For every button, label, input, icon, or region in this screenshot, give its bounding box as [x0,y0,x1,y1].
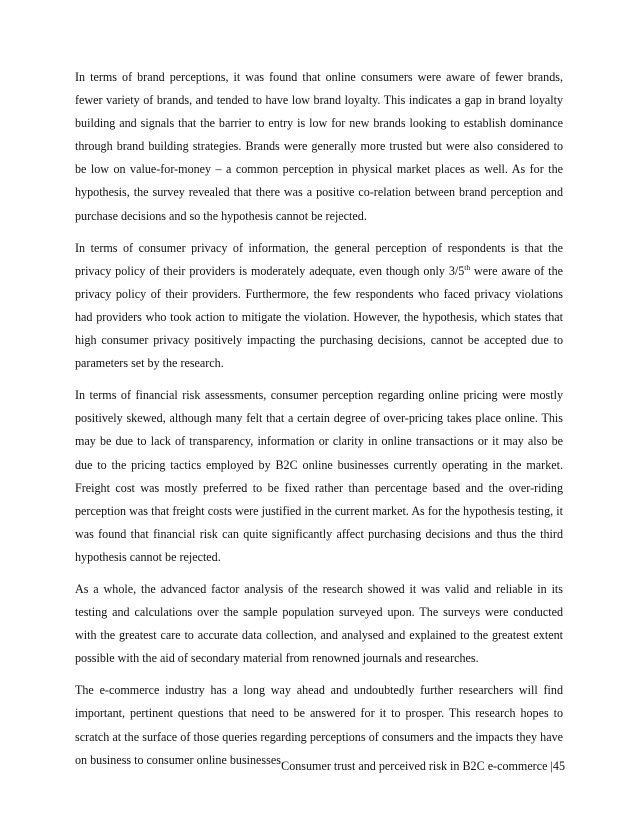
footer-separator: | [550,759,553,773]
running-title: Consumer trust and perceived risk in B2C e-commerce [281,759,548,773]
ordinal-superscript: th [464,262,471,272]
paragraph-financial-risk: In terms of financial risk assessments, consumer perception regarding online pricing were mostly positively skewed, although many felt that a certain degree of over-pricing takes place online. This may be due to lack of transparency, information or clarity in online transactions or it may also be due to the pricing tactics employed by B2C online businesses currently operating in the market. Freight cost was mostly preferred to be fixed rather than percentage based and the over-riding perception was that freight costs were justified in the current market. As for the hypothesis testing, it was found that financial risk can quite significantly affect purchasing decisions and thus the third hypothesis cannot be rejected. [75,388,563,564]
page-number: 45 [552,759,565,773]
paragraph-privacy-text-before: In terms of consumer privacy of information, the general perception of respondents is that the privacy policy of their providers is moderately adequate, even though only 3/5 [75,240,563,278]
paragraph-ecommerce-outlook: The e-commerce industry has a long way ahead and undoubtedly further researchers will find important, pertinent questions that need to be answered for it to prosper. This research hopes to scratch at the surface of those queries regarding perceptions of consumers and the impacts they have on business to consumer online businesses. [75,683,563,767]
paragraph-factor-analysis: As a whole, the advanced factor analysis of the research showed it was valid and reliable in its testing and calculations over the sample population surveyed upon. The surveys were conducted with the greatest care to accurate data collection, and analysed and explained to the greatest extent possible with the aid of secondary material from renowned journals and researches. [75,581,563,666]
body-text [75,66,563,781]
paragraph-consumer-privacy [75,237,563,376]
paragraph-privacy-text-after: were aware of the privacy policy of their providers. Furthermore, the few respondents who faced privacy violations had providers who took action to mitigate the violation. However, the hypothesis, which states that high consumer privacy positively impacting the purchasing decisions, cannot be accepted due to parameters set by the research. [75,263,563,371]
paragraph-brand-perceptions: In terms of brand perceptions, it was found that online consumers were aware of fewer brands, fewer variety of brands, and tended to have low brand loyalty. This indicates a gap in brand loyalty building and signals that the barrier to entry is low for new brands looking to establish dominance through brand building strategies. Brands were generally more trusted but were also considered to be low on value-for-money – a common perception in physical market places as well. As for the hypothesis, the survey revealed that there was a positive co-relation between brand perception and purchase decisions and so the hypothesis cannot be rejected. [75,70,563,223]
page-footer [281,758,565,774]
